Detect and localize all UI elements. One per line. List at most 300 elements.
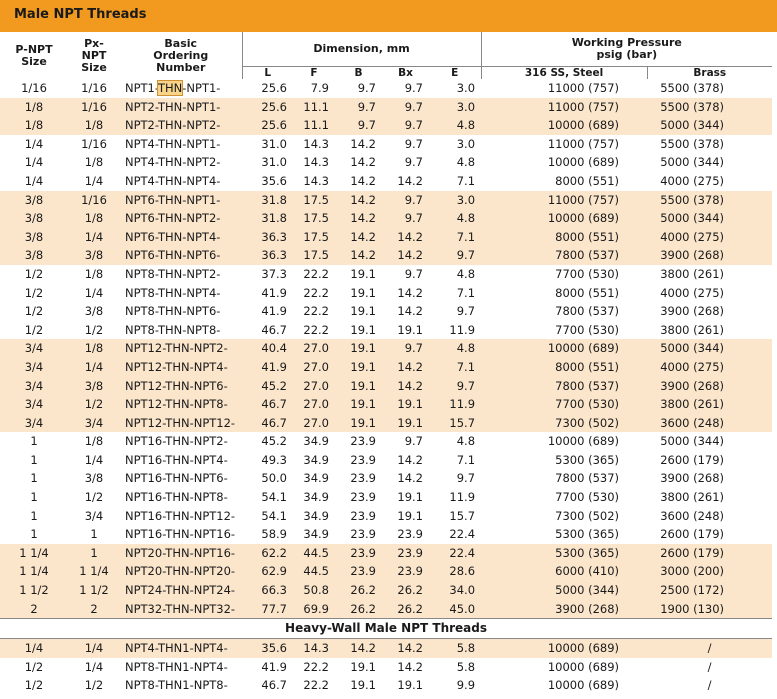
table-row xyxy=(0,209,772,228)
table-cell: 14.3 xyxy=(303,136,329,151)
table-row xyxy=(0,432,772,451)
table-cell: 1 1/4 xyxy=(68,562,120,581)
table-cell: NPT8-THN-NPT8- xyxy=(125,322,221,337)
table-cell: NPT6-THN-NPT2- xyxy=(120,209,242,228)
table-cell: 1/4 xyxy=(84,285,104,300)
heavy-wall-cell: 19.1 xyxy=(350,678,376,693)
table-cell: 3800 (261) xyxy=(660,490,725,505)
col-header-F: F xyxy=(293,67,335,80)
table-cell: NPT16-THN-NPT2- xyxy=(125,434,228,449)
table-cell: 7700 (530) xyxy=(481,395,647,414)
table-cell: 7700 (530) xyxy=(555,322,620,337)
table-cell: 4.8 xyxy=(429,339,481,358)
table-cell: 1/4 xyxy=(84,452,104,467)
table-cell: 1/8 xyxy=(68,116,120,135)
table-cell: 46.7 xyxy=(242,395,293,414)
col-header-Bx: Bx xyxy=(382,67,429,80)
table-cell: 2600 (179) xyxy=(660,452,725,467)
table-cell: 10000 (689) xyxy=(547,434,620,449)
table-cell: NPT8-THN-NPT6- xyxy=(125,304,221,319)
table-cell: 11000 (757) xyxy=(547,136,620,151)
table-cell: 34.9 xyxy=(303,527,329,542)
table-cell: 3900 (268) xyxy=(647,246,772,265)
table-cell: NPT2-THN-NPT2- xyxy=(120,116,242,135)
table-cell: 1/16 xyxy=(68,98,120,117)
table-cell: 5500 (378) xyxy=(647,98,772,117)
table-cell: 23.9 xyxy=(382,562,429,581)
heavy-wall-cell: 41.9 xyxy=(261,659,287,674)
table-cell: 1/4 xyxy=(24,173,44,188)
heavy-wall-cell: 10000 (689) xyxy=(481,639,647,658)
table-cell: 22.4 xyxy=(449,527,476,542)
table-cell: 14.2 xyxy=(397,285,423,300)
table-cell: 23.9 xyxy=(350,508,376,523)
table-cell: 66.3 xyxy=(242,581,293,600)
table-cell: 11.9 xyxy=(449,322,476,337)
table-cell: 34.9 xyxy=(303,490,329,505)
table-cell: 9.7 xyxy=(382,209,429,228)
table-row xyxy=(0,153,772,172)
col-header-B: B xyxy=(335,67,382,80)
table-cell: 50.0 xyxy=(261,471,287,486)
table-cell: 8000 (551) xyxy=(555,285,620,300)
table-cell: 34.9 xyxy=(303,471,329,486)
table-cell: 62.9 xyxy=(242,562,293,581)
table-cell: 28.6 xyxy=(429,562,481,581)
table-row xyxy=(0,284,772,303)
table-cell: 8000 (551) xyxy=(481,358,647,377)
table-cell: 5000 (344) xyxy=(647,209,772,228)
table-cell: 14.2 xyxy=(382,377,429,396)
table-cell: 41.9 xyxy=(261,285,287,300)
heavy-wall-cell: 5.8 xyxy=(456,659,476,674)
table-cell: 3900 (268) xyxy=(660,304,725,319)
table-cell: 23.9 xyxy=(350,527,376,542)
col-header-E: E xyxy=(429,67,481,80)
table-cell: 3000 (200) xyxy=(647,562,772,581)
table-cell: 23.9 xyxy=(350,434,376,449)
heavy-wall-cell: 14.2 xyxy=(397,659,423,674)
heavy-wall-cell: 10000 (689) xyxy=(547,659,620,674)
table-cell: 9.7 xyxy=(404,155,423,170)
table-cell: 7.1 xyxy=(456,452,476,467)
table-cell: 5000 (344) xyxy=(647,116,772,135)
table-cell: 27.0 xyxy=(293,414,335,433)
table-cell: 19.1 xyxy=(350,322,376,337)
table-cell: 9.7 xyxy=(382,191,429,210)
table-cell: 14.2 xyxy=(335,209,382,228)
table-cell: 1/8 xyxy=(84,434,104,449)
table-row xyxy=(0,451,772,470)
table-cell: 1/16 xyxy=(81,81,107,95)
heavy-wall-cell: 1/2 xyxy=(24,659,44,674)
table-cell: 58.9 xyxy=(261,527,287,542)
heavy-wall-cell: 5.8 xyxy=(429,639,481,658)
heavy-wall-cell: 14.2 xyxy=(335,639,382,658)
table-cell: 1/2 xyxy=(24,285,44,300)
table-cell: 1 1/2 xyxy=(0,581,68,600)
table-cell: 14.2 xyxy=(350,173,376,188)
table-cell: 17.5 xyxy=(293,191,335,210)
heavy-wall-cell: 1/4 xyxy=(68,639,120,658)
table-row xyxy=(0,581,772,600)
col-header-pxnpt: Px-NPT Size xyxy=(81,36,107,74)
col-header-basic-ordering: Basic Ordering Number xyxy=(153,36,209,74)
table-cell: 19.1 xyxy=(350,304,376,319)
table-cell: 7300 (502) xyxy=(555,508,620,523)
table-cell: 14.3 xyxy=(303,155,329,170)
section-heavy-wall xyxy=(0,619,772,639)
table-cell: 14.2 xyxy=(397,452,423,467)
table-cell: 1/2 xyxy=(24,322,44,337)
table-cell: 27.0 xyxy=(293,358,335,377)
table-cell: 1/2 xyxy=(68,395,120,414)
table-cell: 5300 (365) xyxy=(555,527,620,542)
table-cell: 8000 (551) xyxy=(481,228,647,247)
table-cell: 23.9 xyxy=(350,452,376,467)
table-cell: 4.8 xyxy=(456,434,476,449)
table-cell: 3800 (261) xyxy=(660,322,725,337)
table-cell: 1 xyxy=(30,471,38,486)
table-cell: 7700 (530) xyxy=(555,266,620,281)
table-cell: 45.2 xyxy=(242,377,293,396)
table-cell: NPT32-THN-NPT32- xyxy=(120,600,242,619)
table-cell: 4.8 xyxy=(429,116,481,135)
table-cell: 14.2 xyxy=(335,191,382,210)
table-cell: 3/8 xyxy=(0,246,68,265)
table-cell: 9.7 xyxy=(429,377,481,396)
table-cell: NPT4-THN-NPT1- xyxy=(125,136,221,151)
heavy-wall-cell: NPT8-THN1-NPT8- xyxy=(125,678,228,693)
table-cell: 3/8 xyxy=(68,246,120,265)
table-cell: 26.2 xyxy=(382,600,429,619)
table-cell: 1/16 xyxy=(81,136,107,151)
table-cell: 1/2 xyxy=(84,490,104,505)
table-cell: 7800 (537) xyxy=(481,377,647,396)
table-cell: 19.1 xyxy=(335,414,382,433)
table-cell: 27.0 xyxy=(293,339,335,358)
table-cell: 3600 (248) xyxy=(647,414,772,433)
table-cell: NPT4-THN-NPT2- xyxy=(125,155,221,170)
table-row xyxy=(0,507,772,526)
table-row xyxy=(0,658,772,677)
heavy-wall-cell: 22.2 xyxy=(303,678,329,693)
table-cell: 1/4 xyxy=(68,228,120,247)
heavy-wall-cell: 1/4 xyxy=(84,659,104,674)
table-cell: 10000 (689) xyxy=(481,339,647,358)
table-cell: 14.2 xyxy=(382,358,429,377)
table-row xyxy=(0,395,772,414)
col-header-ss-steel: 316 SS, Steel xyxy=(481,67,647,80)
table-cell: 3900 (268) xyxy=(481,600,647,619)
table-cell: 9.7 xyxy=(456,304,476,319)
table-cell: 14.2 xyxy=(335,228,382,247)
table-cell: 25.6 xyxy=(242,98,293,117)
table-cell: 9.7 xyxy=(456,471,476,486)
table-cell: 19.1 xyxy=(397,322,423,337)
table-cell: 1 1/4 xyxy=(0,562,68,581)
table-cell: 7.1 xyxy=(456,285,476,300)
table-cell: 41.9 xyxy=(242,358,293,377)
table-cell: 3/4 xyxy=(0,414,68,433)
heavy-wall-cell: 10000 (689) xyxy=(547,678,620,693)
table-cell: 1 xyxy=(68,544,120,563)
table-cell: 1/4 xyxy=(24,155,44,170)
part-number-suffix: -NPT1- xyxy=(182,81,221,95)
table-cell: 3/8 xyxy=(84,471,104,486)
table-row xyxy=(0,116,772,135)
table-cell: 1/4 xyxy=(84,173,104,188)
table-cell: 5500 (378) xyxy=(660,136,725,151)
table-cell: 54.1 xyxy=(261,490,287,505)
table-cell: NPT2-THN-NPT1- xyxy=(120,98,242,117)
table-cell: NPT12-THN-NPT2- xyxy=(120,339,242,358)
col-header-working-pressure: Working Pressure psig (bar) xyxy=(481,32,772,67)
table-cell: 9.7 xyxy=(404,266,423,281)
table-row xyxy=(0,321,772,340)
table-cell: 7.1 xyxy=(429,228,481,247)
table-cell: 8000 (551) xyxy=(555,173,620,188)
table-row xyxy=(0,191,772,210)
table-cell: 26.2 xyxy=(382,581,429,600)
table-cell: 14.2 xyxy=(382,228,429,247)
table-body-heavy-wall xyxy=(0,639,772,695)
table-cell: 1/2 xyxy=(84,322,104,337)
table-cell: NPT8-THN-NPT4- xyxy=(125,285,221,300)
table-row xyxy=(0,525,772,544)
table-cell: 5300 (365) xyxy=(555,452,620,467)
table-cell: 11.1 xyxy=(293,98,335,117)
table-cell: 37.3 xyxy=(261,266,287,281)
table-cell: 3.0 xyxy=(456,81,476,95)
table-cell: 3/8 xyxy=(68,377,120,396)
heavy-wall-cell: NPT4-THN1-NPT4- xyxy=(120,639,242,658)
table-cell: NPT16-THN-NPT12- xyxy=(125,508,236,523)
table-cell: 2600 (179) xyxy=(660,527,725,542)
table-row xyxy=(0,246,772,265)
col-header-L: L xyxy=(242,67,293,80)
table-cell: 19.1 xyxy=(335,358,382,377)
table-cell: 19.1 xyxy=(335,339,382,358)
table-cell: 7.9 xyxy=(310,81,329,95)
table-cell: 77.7 xyxy=(242,600,293,619)
heavy-wall-cell: 14.3 xyxy=(293,639,335,658)
table-cell: 4000 (275) xyxy=(660,173,725,188)
table-cell: 23.9 xyxy=(335,544,382,563)
table-cell: 1 xyxy=(30,527,38,542)
table-cell: NPT12-THN-NPT8- xyxy=(120,395,242,414)
table-cell: 3/4 xyxy=(0,395,68,414)
table-cell: 41.9 xyxy=(261,304,287,319)
table-cell: 9.7 xyxy=(404,136,423,151)
table-cell: 31.0 xyxy=(261,136,287,151)
table-cell: 1/8 xyxy=(68,209,120,228)
table-cell: 23.9 xyxy=(350,490,376,505)
table-cell: 3/4 xyxy=(0,358,68,377)
table-cell: 19.1 xyxy=(382,395,429,414)
heavy-wall-cell: 1/4 xyxy=(0,639,68,658)
table-row xyxy=(0,135,772,154)
table-row xyxy=(0,265,772,284)
col-header-brass: Brass xyxy=(647,67,772,80)
heavy-wall-cell: 22.2 xyxy=(303,659,329,674)
table-cell: 23.9 xyxy=(397,527,423,542)
heavy-wall-cell: / xyxy=(707,659,712,674)
table-cell: 27.0 xyxy=(293,377,335,396)
table-cell: 5500 (378) xyxy=(660,81,725,95)
table-cell: 26.2 xyxy=(335,581,382,600)
table-cell: 1/8 xyxy=(68,339,120,358)
table-cell: 34.0 xyxy=(429,581,481,600)
table-row xyxy=(0,488,772,507)
heavy-wall-cell: NPT8-THN1-NPT4- xyxy=(125,659,228,674)
table-cell: NPT20-THN-NPT16- xyxy=(120,544,242,563)
table-cell: NPT16-THN-NPT8- xyxy=(125,490,228,505)
table-cell: 9.7 xyxy=(382,116,429,135)
table-cell: 2600 (179) xyxy=(647,544,772,563)
table-cell: NPT16-THN-NPT6- xyxy=(125,471,228,486)
table-cell: 19.1 xyxy=(382,414,429,433)
table-cell: 45.2 xyxy=(261,434,287,449)
table-cell: NPT12-THN-NPT4- xyxy=(120,358,242,377)
table-cell: 22.2 xyxy=(303,304,329,319)
table-cell: 14.2 xyxy=(397,173,423,188)
table-cell: 1/4 xyxy=(68,358,120,377)
table-cell: 1/8 xyxy=(84,155,104,170)
table-cell: 9.7 xyxy=(404,81,423,95)
table-cell: 49.3 xyxy=(261,452,287,467)
table-cell: 3/4 xyxy=(68,414,120,433)
table-cell: 1 xyxy=(30,452,38,467)
table-cell: 14.2 xyxy=(397,471,423,486)
table-cell: 31.0 xyxy=(261,155,287,170)
heavy-wall-cell: 1/2 xyxy=(84,678,104,693)
table-cell: 7.1 xyxy=(429,358,481,377)
heavy-wall-cell: 19.1 xyxy=(350,659,376,674)
table-cell: 19.1 xyxy=(335,377,382,396)
table-cell: 46.7 xyxy=(242,414,293,433)
highlighted-text: THN xyxy=(157,81,183,95)
table-cell: 14.2 xyxy=(335,246,382,265)
table-cell: 19.1 xyxy=(397,508,423,523)
table-cell: 25.6 xyxy=(261,81,287,95)
heavy-wall-cell: 46.7 xyxy=(261,678,287,693)
table-cell: 3900 (268) xyxy=(647,377,772,396)
heavy-wall-cell: 9.9 xyxy=(456,678,476,693)
table-cell: 31.8 xyxy=(242,209,293,228)
table-cell: 7.1 xyxy=(456,173,476,188)
table-cell: 4000 (275) xyxy=(647,228,772,247)
table-cell: 3.0 xyxy=(456,136,476,151)
table-cell: 4000 (275) xyxy=(647,358,772,377)
table-cell: 1/4 xyxy=(24,136,44,151)
table-cell: 23.9 xyxy=(382,544,429,563)
table-row xyxy=(0,414,772,433)
table-cell: 3.0 xyxy=(429,191,481,210)
heavy-wall-cell: 35.6 xyxy=(242,639,293,658)
table-cell: 3900 (268) xyxy=(660,471,725,486)
table-cell: 2500 (172) xyxy=(647,581,772,600)
table-cell: 1/16 xyxy=(21,81,47,95)
table-cell: 62.2 xyxy=(242,544,293,563)
table-row xyxy=(0,358,772,377)
table-cell: 11.1 xyxy=(293,116,335,135)
table-cell: 5500 (378) xyxy=(647,191,772,210)
table-cell: 1 xyxy=(30,434,38,449)
table-cell: 3800 (261) xyxy=(647,395,772,414)
table-row xyxy=(0,302,772,321)
table-cell: 23.9 xyxy=(350,471,376,486)
table-cell: NPT12-THN-NPT12- xyxy=(120,414,242,433)
table-cell: 25.6 xyxy=(242,116,293,135)
table-cell: 9.7 xyxy=(429,246,481,265)
table-cell: 9.7 xyxy=(404,434,423,449)
table-cell: 9.7 xyxy=(382,339,429,358)
table-row xyxy=(0,377,772,396)
heavy-wall-cell: 14.2 xyxy=(382,639,429,658)
table-cell: 36.3 xyxy=(242,228,293,247)
table-cell: 7800 (537) xyxy=(555,471,620,486)
col-header-dimension: Dimension, mm xyxy=(242,32,481,67)
table-row xyxy=(0,639,772,658)
table-title: Male NPT Threads xyxy=(14,7,147,22)
table-cell: 40.4 xyxy=(242,339,293,358)
table-cell: NPT24-THN-NPT24- xyxy=(120,581,242,600)
table-cell: NPT20-THN-NPT20- xyxy=(120,562,242,581)
table-cell: 4.8 xyxy=(456,266,476,281)
table-cell: 3/8 xyxy=(0,228,68,247)
table-cell: 36.3 xyxy=(242,246,293,265)
table-cell: 19.1 xyxy=(335,395,382,414)
table-cell: 31.8 xyxy=(242,191,293,210)
table-cell: 3.0 xyxy=(429,98,481,117)
table-cell: 1/2 xyxy=(24,304,44,319)
table-row xyxy=(0,79,772,98)
table-cell: NPT16-THN-NPT4- xyxy=(125,452,228,467)
table-cell: 46.7 xyxy=(261,322,287,337)
table-cell: 4.8 xyxy=(456,155,476,170)
table-cell: 22.4 xyxy=(429,544,481,563)
table-cell: 14.2 xyxy=(382,246,429,265)
table-cell: 14.2 xyxy=(350,155,376,170)
table-cell: 14.2 xyxy=(350,136,376,151)
table-cell: 9.7 xyxy=(335,98,382,117)
table-cell: 3/8 xyxy=(84,304,104,319)
table-cell: 17.5 xyxy=(293,228,335,247)
table-cell: 27.0 xyxy=(293,395,335,414)
table-cell: 45.0 xyxy=(429,600,481,619)
table-cell: 1/8 xyxy=(84,266,104,281)
table-body xyxy=(0,79,772,619)
table-cell: 7700 (530) xyxy=(555,490,620,505)
table-cell: 14.2 xyxy=(397,304,423,319)
table-cell: 34.9 xyxy=(303,508,329,523)
heavy-wall-cell: 19.1 xyxy=(397,678,423,693)
table-cell: 44.5 xyxy=(293,562,335,581)
col-header-pnpt: P-NPT Size xyxy=(15,42,53,68)
table-cell: 19.1 xyxy=(350,266,376,281)
table-cell: 15.7 xyxy=(449,508,476,523)
table-cell: 11000 (757) xyxy=(481,191,647,210)
table-cell: 5000 (344) xyxy=(647,339,772,358)
table-row xyxy=(0,98,772,117)
table-cell: 11000 (757) xyxy=(547,81,620,95)
table-row xyxy=(0,339,772,358)
table-cell: 1/2 xyxy=(24,266,44,281)
table-cell: 15.7 xyxy=(429,414,481,433)
table-cell: 1900 (130) xyxy=(647,600,772,619)
table-cell: 3/4 xyxy=(0,339,68,358)
